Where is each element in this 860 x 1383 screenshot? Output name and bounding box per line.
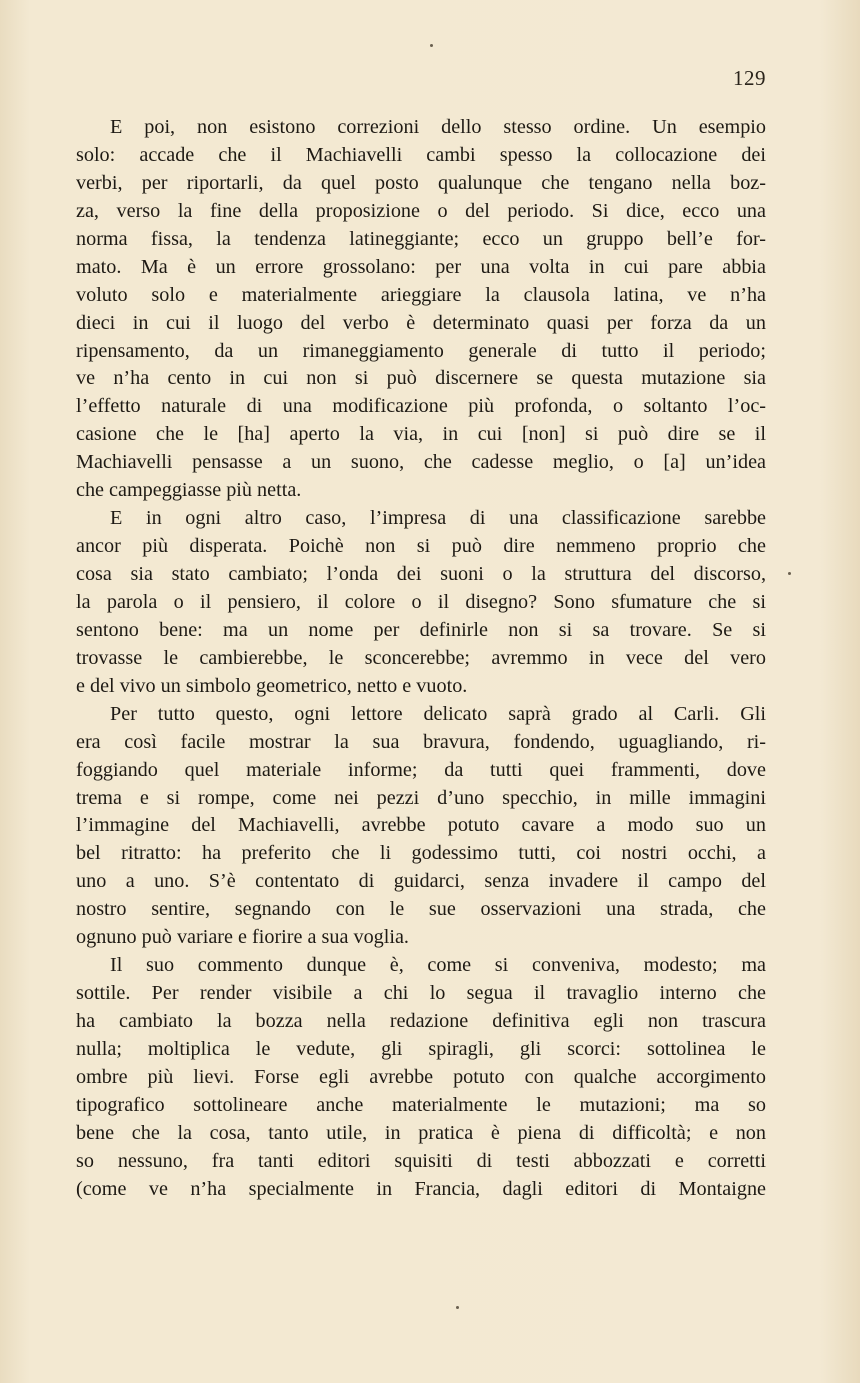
text-line: solo: accade che il Machiavelli cambi spesso la collocazione dei bbox=[76, 143, 766, 166]
text-line: E in ogni altro caso, l’impresa di una classificazione sarebbe bbox=[110, 507, 766, 530]
text-line: trovasse le cambierebbe, le sconcerebbe; avremmo in vece del vero bbox=[76, 646, 766, 669]
text-line: e del vivo un simbolo geometrico, netto e vuoto. bbox=[76, 674, 468, 697]
text-line: bel ritratto: ha preferito che li godessimo tutti, coi nostri occhi, a bbox=[76, 842, 766, 865]
print-speck bbox=[430, 44, 433, 47]
text-line: dieci in cui il luogo del verbo è determinato quasi per forza da un bbox=[76, 311, 766, 334]
text-line: Il suo commento dunque è, come si conveniva, modesto; ma bbox=[110, 954, 766, 977]
text-line: ve n’ha cento in cui non si può discernere se questa mutazione sia bbox=[76, 367, 766, 390]
text-line: uno a uno. S’è contentato di guidarci, senza invadere il campo del bbox=[76, 870, 766, 893]
text-line: tipografico sottolineare anche materialmente le mutazioni; ma so bbox=[76, 1093, 766, 1116]
print-speck bbox=[788, 572, 791, 575]
text-line: za, verso la fine della proposizione o del periodo. Si dice, ecco una bbox=[76, 199, 766, 222]
text-line: cosa sia stato cambiato; l’onda dei suoni o la struttura del discorso, bbox=[76, 563, 766, 585]
text-line: ombre più lievi. Forse egli avrebbe potuto con qualche accorgimento bbox=[76, 1065, 766, 1088]
text-line: foggiando quel materiale informe; da tutti quei frammenti, dove bbox=[76, 758, 766, 781]
print-speck bbox=[456, 1306, 459, 1309]
text-line: ha cambiato la bozza nella redazione definitiva egli non trascura bbox=[76, 1010, 766, 1032]
text-line: sentono bene: ma un nome per definirle non si sa trovare. Se si bbox=[76, 618, 766, 641]
text-line: l’immagine del Machiavelli, avrebbe potuto cavare a modo suo un bbox=[76, 814, 766, 837]
text-line: Per tutto questo, ogni lettore delicato saprà grado al Carli. Gli bbox=[110, 702, 766, 725]
text-line: mato. Ma è un errore grossolano: per una volta in cui pare abbia bbox=[76, 255, 766, 278]
text-line: voluto solo e materialmente arieggiare la clausola latina, ve n’ha bbox=[76, 283, 766, 306]
text-line: sottile. Per render visibile a chi lo segua il travaglio interno che bbox=[76, 982, 766, 1005]
text-line: nostro sentire, segnando con le sue osservazioni una strada, che bbox=[76, 898, 766, 921]
text-line: bene che la cosa, tanto utile, in pratica è piena di difficoltà; e non bbox=[76, 1121, 766, 1144]
page-number: 129 bbox=[733, 66, 766, 90]
text-line: verbi, per riportarli, da quel posto qualunque che tengano nella boz- bbox=[76, 171, 766, 194]
text-line: casione che le [ha] aperto la via, in cui [non] si può dire se il bbox=[76, 423, 766, 446]
text-line: l’effetto naturale di una modificazione più profonda, o soltanto l’oc- bbox=[76, 395, 766, 418]
text-line: ripensamento, da un rimaneggiamento generale di tutto il periodo; bbox=[76, 339, 766, 362]
text-line: norma fissa, la tendenza latineggiante; ecco un gruppo bell’e for- bbox=[76, 227, 766, 250]
text-line: E poi, non esistono correzioni dello stesso ordine. Un esempio bbox=[110, 116, 766, 138]
text-line: (come ve n’ha specialmente in Francia, dagli editori di Montaigne bbox=[76, 1177, 766, 1200]
text-line: trema e si rompe, come nei pezzi d’uno specchio, in mille immagini bbox=[76, 786, 766, 809]
text-line: ancor più disperata. Poichè non si può dire nemmeno proprio che bbox=[76, 535, 766, 558]
text-line: nulla; moltiplica le vedute, gli spiragli, gli scorci: sottolinea le bbox=[76, 1037, 766, 1060]
text-line: la parola o il pensiero, il colore o il disegno? Sono sfumature che si bbox=[76, 590, 766, 613]
body-text bbox=[76, 114, 766, 1204]
text-line: che campeggiasse più netta. bbox=[76, 479, 302, 502]
text-line: ognuno può variare e fiorire a sua voglia. bbox=[76, 926, 409, 949]
text-line: Machiavelli pensasse a un suono, che cadesse meglio, o [a] un’idea bbox=[76, 451, 766, 474]
text-line: so nessuno, fra tanti editori squisiti di testi abbozzati e corretti bbox=[76, 1149, 766, 1172]
text-line: era così facile mostrar la sua bravura, fondendo, uguagliando, ri- bbox=[76, 730, 766, 753]
